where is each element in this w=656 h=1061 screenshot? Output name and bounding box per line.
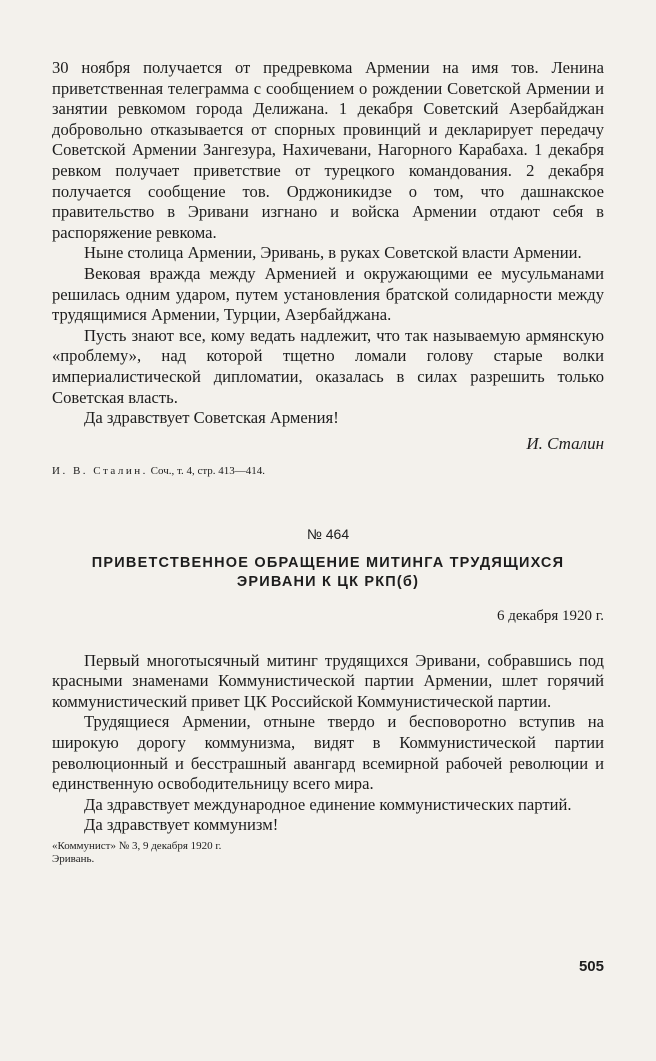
paragraph: Ныне столица Армении, Эривань, в руках Советской власти Армении. [84, 243, 582, 263]
source-citation [52, 840, 604, 866]
document-date: 6 декабря 1920 г. [497, 607, 604, 624]
paragraph: 30 ноября получается от предревкома Армении на имя тов. Ленина приветственная телеграмма с сообщением о рождении Советской Армении и занятии ревкомом города Делижана. 1 декабря Советский Азербайджан добровольно отказывается от спорных провинций и декларирует передачу Советской Армении Зангезура, Нахичевани, Нагорного Карабаха. 1 декабря ревком получает приветствие от турецкого командования. 2 декабря получается сообщение тов. Орджоникидзе о том, что дашнакское правительство в Эривани изгнано и войска Армении отдают себя в распоряжение ревкома. [52, 58, 604, 242]
source-line: Эривань. [52, 853, 95, 866]
paragraph: Да здравствует коммунизм! [84, 815, 279, 835]
document-title-line: ЭРИВАНИ К ЦК РКП(б) [236, 573, 420, 590]
signature: И. Сталин [526, 433, 604, 453]
document-number: № 464 [306, 525, 350, 542]
document-title [52, 554, 604, 592]
source-line: «Коммунист» № 3, 9 декабря 1920 г. [52, 840, 222, 853]
paragraph: Пусть знают все, кому ведать надлежит, что так называемую армянскую «проблему», над которой тщетно ломали голову старые волки империалистической дипломатии, оказалась в силах разрешить только Советская власть. [52, 325, 604, 407]
paragraph: Да здравствует международное единение коммунистических партий. [84, 794, 572, 814]
page-number: 505 [578, 958, 604, 975]
source-reference: Соч., т. 4, стр. 413—414. [150, 464, 266, 477]
source-author: И. В. Сталин. [52, 464, 148, 477]
document-page [52, 58, 604, 866]
document-title-line: ПРИВЕТСТВЕННОЕ ОБРАЩЕНИЕ МИТИНГА ТРУДЯЩИХСЯ [91, 554, 565, 571]
paragraph: Первый многотысячный митинг трудящихся Эривани, собравшись под красными знаменами Коммунистической партии Армении, шлет горячий коммунистический привет ЦК Российской Коммунистической партии. [52, 650, 604, 711]
paragraph: Трудящиеся Армении, отныне твердо и бесповоротно вступив на широкую дорогу коммунизма, видят в Коммунистической партии революционный и бесстрашный авангард всемирной рабочей революции и единственную освободительницу всего мира. [52, 712, 604, 794]
paragraph: Вековая вражда между Арменией и окружающими ее мусульманами решилась одним ударом, путем установления братской солидарности между трудящимися Армении, Турции, Азербайджана. [52, 263, 604, 325]
paragraph: Да здравствует Советская Армения! [84, 408, 339, 428]
source-citation [52, 465, 604, 478]
